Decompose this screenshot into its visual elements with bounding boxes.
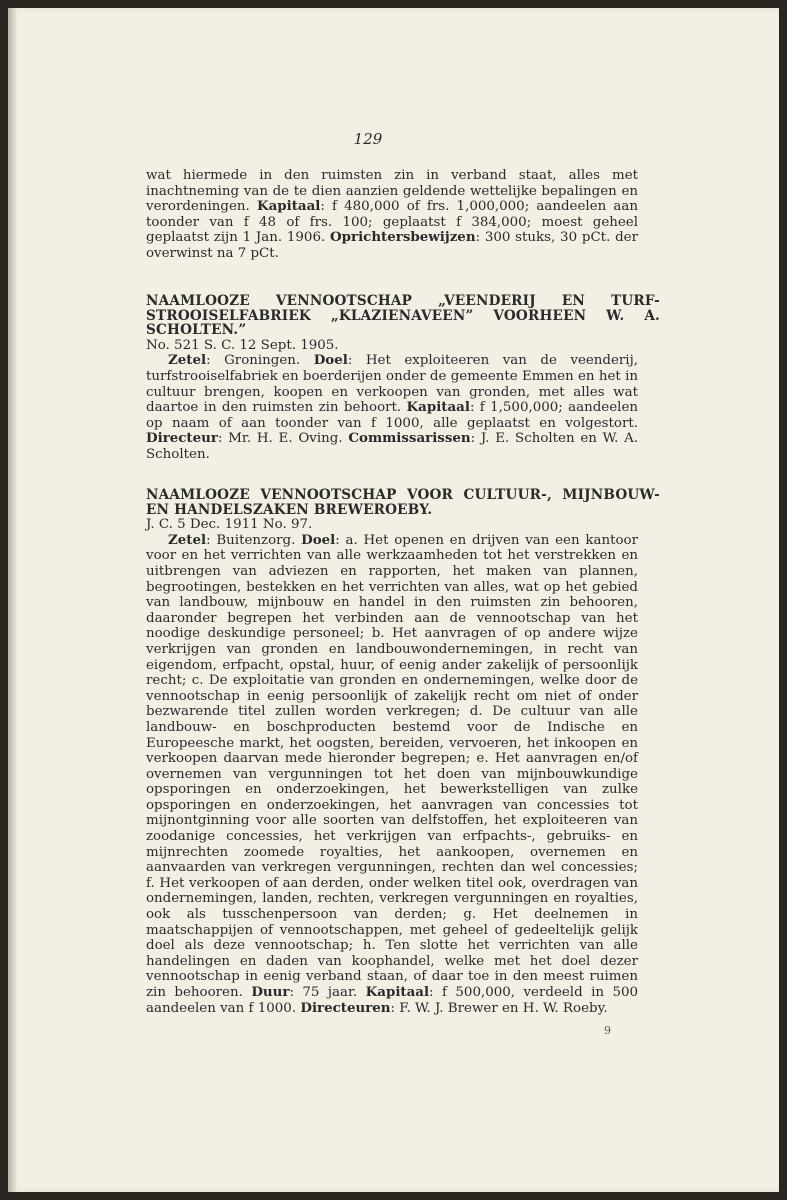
company-2-reference: J. C. 5 Dec. 1911 No. 97. (146, 517, 313, 533)
company-1-body (146, 353, 638, 462)
company-1-doel-label: Doel (313, 352, 348, 369)
company-2-kapitaal-label: Kapitaal (365, 984, 430, 1000)
intro-paragraph (146, 168, 638, 262)
intro-oprichters-label: Oprichtersbewijzen (330, 229, 476, 246)
company-2-duur-label: Duur (251, 984, 290, 1000)
company-1-commissarissen-text: : J. E. Scholten en W. A. Scholten. (146, 431, 639, 462)
company-1-section (146, 293, 660, 463)
page-number: 129 (353, 130, 383, 148)
company-2-zetel-value: : Buitenzorg. (206, 532, 302, 548)
intro-text-2: : f 480,000 of frs. 1,000,000; aandeelen aan toonder van f 48 of frs. 100; geplaatst f 384,000; moest geheel geplaatst zijn 1 Jan. 1906. (146, 199, 638, 246)
company-1-doel-text: : Het exploiteeren van de veenderij, turfstrooiselfabriek en boerderijen onder de gemeente Emmen en het in cultuur brengen, koopen en verkoopen van gronden, met alles wat daartoe in den ruimsten zin behoort. (146, 353, 638, 416)
company-1-zetel-label: Zetel (168, 352, 207, 369)
company-2-directeuren-label: Directeuren (300, 999, 391, 1016)
company-2-section (146, 487, 660, 1016)
intro-kapitaal-label: Kapitaal (256, 198, 321, 215)
company-2-doel-label: Doel (301, 531, 336, 548)
company-2-kapitaal-text: : f 500,000, verdeeld in 500 aandeelen van f 1000. (146, 985, 639, 1016)
company-1-directeur-label: Directeur (146, 430, 218, 447)
company-2-doel-text: : a. Het openen en drijven van een kantoor voor en het verrichten van alle werkzaamheden tot het verstrekken en uitbrengen van adviezen en rapporten, het maken van plannen, begrootingen, bestekken en het verrichten van alles, wat op het gebied van landbouw, mijnbouw en handel in den ruimsten zin behooren, daaronder begrepen het verbinden aan de vennootschap van het noodige deskundige personeel; b. Het aanvragen of op andere wijze verkrijgen van gronden en landbouwondernemingen, in recht van eigendom, erfpacht, opstal, huur, of eenig ander zakelijk of persoonlijk recht; c. De exploitatie van gronden en ondernemingen, welke door de vennootschap in eenig persoonlijk of zakelijk recht om niet of onder bezwarende titel zullen worden verkregen; d. De cultuur van alle landbouw- en boschproducten bestemd voor de Indische en Europeesche markt, het oogsten, bereiden, vervoeren, het inkoopen en verkoopen daarvan mede hieronder begrepen; e. Het aanvragen en/of overnemen van vergunningen tot het doen van mijnbouwkundige opsporingen en onderzoekingen, het bewerkstelligen van zulke opsporingen en onderzoekingen, het aanvragen van concessies tot mijnontginning voor alle soorten van delfstoffen, het exploiteeren van zoodanige concessies, het verkrijgen van erfpachts-, gebruiks- en mijnrechten zoomede royalties, het aankoopen, overnemen en aanvaarden van verkregen vergunningen, rechten dan wel concessies; f. Het verkoopen of aan derden, onder welken titel ook, overdragen van ondernemingen, landen, rechten, verkregen vergunningen en royalties, ook als tusschenpersoon van derden; g. Het deelnemen in maatschappijen of vennootschappen, met geheel of gedeeltelijk gelijk doel als deze vennootschap; h. Ten slotte het verrichten van alle handelingen en daden van koophandel, welke met het doel dezer vennootschap in eenig verband staan, of daar toe in den meest ruimen zin behooren. (146, 532, 638, 1000)
company-1-directeur-text: : Mr. H. E. Oving. (217, 431, 349, 447)
company-1-zetel-value: : Groningen. (206, 353, 314, 369)
company-2-directeuren-text: : F. W. J. Brewer en H. W. Roeby. (390, 1000, 608, 1016)
company-2-body (146, 533, 638, 1016)
company-2-duur-text: : 75 jaar. (289, 985, 366, 1000)
company-2-heading: NAAMLOOZE VENNOOTSCHAP VOOR CULTUUR-, MIJNBOUW-EN HANDELSZAKEN BREWEROEBY. (146, 487, 660, 518)
company-1-reference: No. 521 S. C. 12 Sept. 1905. (146, 337, 339, 353)
intro-text-1: wat hiermede in den ruimsten zin in verband staat, alles met inachtneming van de te dien aanzien geldende wettelijke bepalingen en verordeningen. (146, 168, 638, 215)
company-1-commissarissen-label: Commissarissen (348, 430, 471, 447)
page-spine (8, 8, 18, 1192)
company-1-heading: NAAMLOOZE VENNOOTSCHAP „VEENDERIJ EN TURF-STROOISELFABRIEK „KLAZIENAVEEN” VOORHEEN W. A. SCHOLTEN.” (146, 293, 660, 339)
company-2-zetel-label: Zetel (168, 531, 207, 548)
company-1-kapitaal-label: Kapitaal (406, 399, 470, 416)
company-1-kapitaal-text: : f 1,500,000; aandeelen op naam of aan toonder van f 1000, alle geplaatst en volgestort. (146, 400, 638, 431)
document-page (8, 8, 779, 1192)
signature-mark: 9 (604, 1024, 611, 1037)
intro-text-3: : 300 stuks, 30 pCt. der overwinst na 7 pCt. (146, 230, 638, 261)
